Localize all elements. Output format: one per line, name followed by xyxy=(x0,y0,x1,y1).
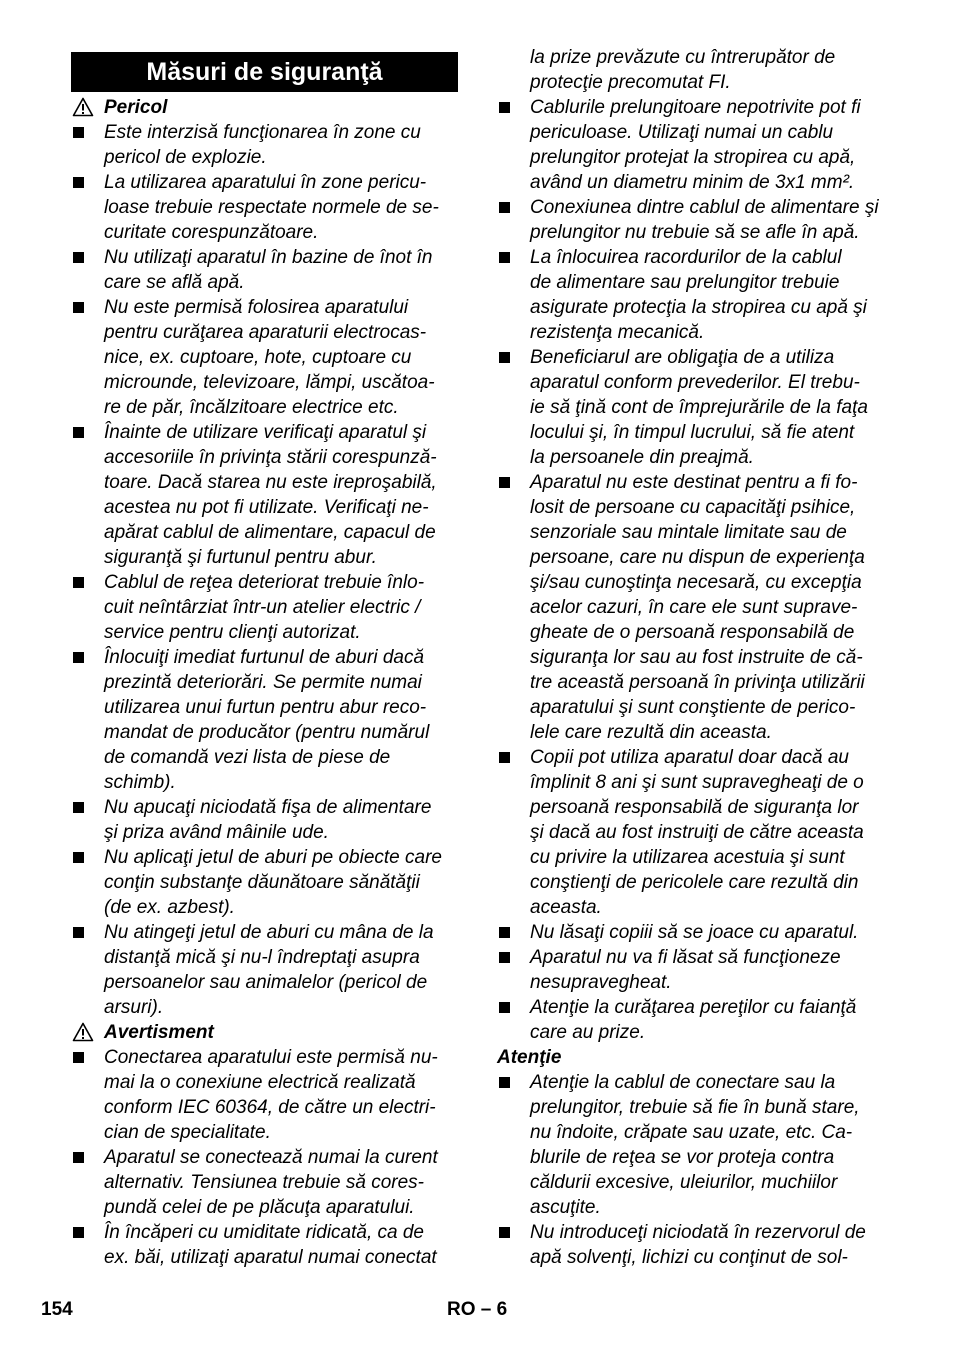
text-line: microunde, televizoare, lămpi, uscătoa- xyxy=(104,372,435,393)
text-line: Aparatul nu va fi lăsat să funcţioneze xyxy=(530,947,841,968)
bullet-square-icon xyxy=(73,427,84,438)
text-line: siguranţa lor sau au fost instruite de că- xyxy=(530,647,863,668)
text-line: service pentru clienţi autorizat. xyxy=(104,622,361,643)
text-line: Copii pot utiliza aparatul doar dacă au xyxy=(530,747,849,768)
text-line: La utilizarea aparatului în zone pericu- xyxy=(104,172,427,193)
text-line: împlinit 8 ani şi sunt supravegheaţi de o xyxy=(530,772,864,793)
text-line: la persoanele din preajmă. xyxy=(530,447,754,468)
warning-heading: Pericol xyxy=(104,97,168,118)
text-line: loase trebuie respectate normele de se- xyxy=(104,197,439,218)
text-line: arsuri). xyxy=(104,997,164,1018)
text-line: Aparatul nu este destinat pentru a fi fo- xyxy=(530,472,858,493)
bullet-square-icon xyxy=(499,752,510,763)
text-line: alternativ. Tensiunea trebuie să cores- xyxy=(104,1172,425,1193)
text-line: Atenţie la curăţarea pereţilor cu faianţă xyxy=(530,997,857,1018)
bullet-square-icon xyxy=(73,802,84,813)
text-line: de comandă vezi lista de piese de xyxy=(104,747,391,768)
text-line: acestea nu pot fi utilizate. Verificaţi ne- xyxy=(104,497,429,518)
bullet-square-icon xyxy=(499,952,510,963)
text-line: cuit neîntârziat într-un atelier electric / xyxy=(104,597,421,618)
text-line: la prize prevăzute cu întrerupător de xyxy=(530,47,836,68)
text-line: Nu aplicaţi jetul de aburi pe obiecte care xyxy=(104,847,442,868)
text-line: gheate de o persoană responsabilă de xyxy=(530,622,855,643)
text-line: nu îndoite, crăpate sau uzate, etc. Ca- xyxy=(530,1122,853,1143)
bullet-square-icon xyxy=(499,352,510,363)
text-line: conştienţi de pericolele care rezultă din xyxy=(530,872,859,893)
text-line: re de păr, încălzitoare electrice etc. xyxy=(104,397,399,418)
text-line: de alimentare sau prelungitor trebuie xyxy=(530,272,840,293)
caution-heading: Atenţie xyxy=(497,1047,562,1068)
text-line: accesoriile în privinţa stării corespunză- xyxy=(104,447,437,468)
text-line: cian de specialitate. xyxy=(104,1122,271,1143)
text-line: nesupravegheat. xyxy=(530,972,672,993)
bullet-square-icon xyxy=(499,102,510,113)
text-line: prelungitor protejat la stropirea cu apă, xyxy=(530,147,856,168)
text-line: În încăperi cu umiditate ridicată, ca de xyxy=(104,1222,425,1243)
text-line: rezistenţa mecanică. xyxy=(530,322,705,343)
text-line: conţin substanţe dăunătoare sănătăţii xyxy=(104,872,420,893)
warning-triangle-icon xyxy=(72,97,94,117)
text-line: Conectarea aparatului este permisă nu- xyxy=(104,1047,438,1068)
text-line: aparatul conform prevederilor. El trebu- xyxy=(530,372,860,393)
text-line: şi/sau cunoştinţa necesară, cu excepţia xyxy=(530,572,862,593)
text-line: prelungitor, trebuie să fie în bună stare, xyxy=(530,1097,860,1118)
text-line: Nu este permisă folosirea aparatului xyxy=(104,297,409,318)
text-line: apă solvenţi, lichizi cu conţinut de sol- xyxy=(530,1247,848,1268)
text-line: schimb). xyxy=(104,772,176,793)
text-line: Nu utilizaţi aparatul în bazine de înot în xyxy=(104,247,433,268)
bullet-square-icon xyxy=(73,652,84,663)
text-line: nice, ex. cuptoare, hote, cuptoare cu xyxy=(104,347,412,368)
text-line: locului şi, în timpul lucrului, să fie atent xyxy=(530,422,855,443)
text-line: aparatului şi sunt conştiente de perico- xyxy=(530,697,856,718)
warning-heading: Avertisment xyxy=(104,1022,214,1043)
text-line: distanţă mică şi nu-l îndreptaţi asupra xyxy=(104,947,420,968)
text-line: cu privire la utilizarea acestuia şi sunt xyxy=(530,847,845,868)
text-line: mandat de producător (pentru numărul xyxy=(104,722,430,743)
text-line: Atenţie la cablul de conectare sau la xyxy=(530,1072,836,1093)
text-line: acelor cazuri, în care ele sunt suprave- xyxy=(530,597,858,618)
bullet-square-icon xyxy=(499,252,510,263)
text-line: lele care rezultă din aceasta. xyxy=(530,722,772,743)
bullet-square-icon xyxy=(73,577,84,588)
bullet-square-icon xyxy=(73,852,84,863)
section-page-label: RO – 6 xyxy=(447,1299,508,1320)
bullet-square-icon xyxy=(499,1002,510,1013)
text-line: mai la o conexiune electrică realizată xyxy=(104,1072,416,1093)
text-line: conform IEC 60364, de către un electri- xyxy=(104,1097,436,1118)
bullet-square-icon xyxy=(73,127,84,138)
text-line: blurile de reţea se vor proteja contra xyxy=(530,1147,835,1168)
text-line: Beneficiarul are obligaţia de a utiliza xyxy=(530,347,835,368)
text-line: Conexiunea dintre cablul de alimentare şi xyxy=(530,197,879,218)
text-line: Este interzisă funcţionarea în zone cu xyxy=(104,122,421,143)
bullet-square-icon xyxy=(73,177,84,188)
text-line: protecţie precomutat FI. xyxy=(530,72,731,93)
text-line: periculoase. Utilizaţi numai un cablu xyxy=(530,122,834,143)
text-line: prezintă deteriorări. Se permite numai xyxy=(104,672,422,693)
text-line: ie să ţină cont de împrejurările de la faţa xyxy=(530,397,868,418)
text-line: având un diametru minim de 3x1 mm². xyxy=(530,172,855,193)
text-line: Înlocuiţi imediat furtunul de aburi dacă xyxy=(104,647,425,668)
text-line: persoane, care nu dispun de experienţa xyxy=(530,547,865,568)
text-line: prelungitor nu trebuie să se afle în apă. xyxy=(530,222,860,243)
text-line: pentru curăţarea aparaturii electrocas- xyxy=(104,322,427,343)
bullet-square-icon xyxy=(499,1077,510,1088)
bullet-square-icon xyxy=(73,927,84,938)
text-line: Aparatul se conectează numai la curent xyxy=(104,1147,438,1168)
text-line: Cablul de reţea deteriorat trebuie înlo- xyxy=(104,572,425,593)
text-line: asigurate protecţia la stropirea cu apă şi xyxy=(530,297,867,318)
text-line: apărat cablul de alimentare, capacul de xyxy=(104,522,436,543)
warning-triangle-icon xyxy=(72,1022,94,1042)
text-line: ascuţite. xyxy=(530,1197,601,1218)
bullet-square-icon xyxy=(73,1152,84,1163)
text-line: losit de persoane cu capacităţi psihice, xyxy=(530,497,856,518)
text-line: Nu atingeţi jetul de aburi cu mâna de la xyxy=(104,922,434,943)
text-line: curitate corespunzătoare. xyxy=(104,222,319,243)
bullet-square-icon xyxy=(73,1052,84,1063)
text-line: pericol de explozie. xyxy=(104,147,267,168)
bullet-square-icon xyxy=(499,1227,510,1238)
text-line: aceasta. xyxy=(530,897,602,918)
text-line: Cablurile prelungitoare nepotrivite pot fi xyxy=(530,97,861,118)
text-line: tre această persoană în privinţa utilizării xyxy=(530,672,865,693)
text-line: care se află apă. xyxy=(104,272,245,293)
text-line: căldurii excesive, uleiurilor, muchiilor xyxy=(530,1172,838,1193)
text-line: siguranţă şi furtunul pentru abur. xyxy=(104,547,377,568)
section-title: Măsuri de siguranţă xyxy=(71,52,458,92)
text-line: Nu introduceţi niciodată în rezervorul de xyxy=(530,1222,866,1243)
bullet-square-icon xyxy=(73,302,84,313)
page-number: 154 xyxy=(41,1299,73,1320)
bullet-square-icon xyxy=(499,927,510,938)
text-line: persoanelor sau animalelor (pericol de xyxy=(104,972,428,993)
bullet-square-icon xyxy=(499,202,510,213)
text-line: şi dacă au fost instruiţi de către aceasta xyxy=(530,822,864,843)
text-line: Nu apucaţi niciodată fişa de alimentare xyxy=(104,797,432,818)
bullet-square-icon xyxy=(499,477,510,488)
text-line: şi priza având mâinile ude. xyxy=(104,822,329,843)
text-line: Înainte de utilizare verificaţi aparatul şi xyxy=(104,422,427,443)
text-line: (de ex. azbest). xyxy=(104,897,235,918)
text-line: care au prize. xyxy=(530,1022,646,1043)
text-line: ex. băi, utilizaţi aparatul numai conectat xyxy=(104,1247,437,1268)
bullet-square-icon xyxy=(73,1227,84,1238)
text-line: pundă celei de pe plăcuţa aparatului. xyxy=(104,1197,415,1218)
text-line: Nu lăsaţi copiii să se joace cu aparatul. xyxy=(530,922,859,943)
text-line: utilizarea unui furtun pentru abur reco- xyxy=(104,697,427,718)
text-line: senzoriale sau mintale limitate sau de xyxy=(530,522,847,543)
text-line: toare. Dacă starea nu este ireproşabilă, xyxy=(104,472,437,493)
text-line: La înlocuirea racordurilor de la cablul xyxy=(530,247,842,268)
text-line: persoană responsabilă de siguranţa lor xyxy=(530,797,859,818)
bullet-square-icon xyxy=(73,252,84,263)
